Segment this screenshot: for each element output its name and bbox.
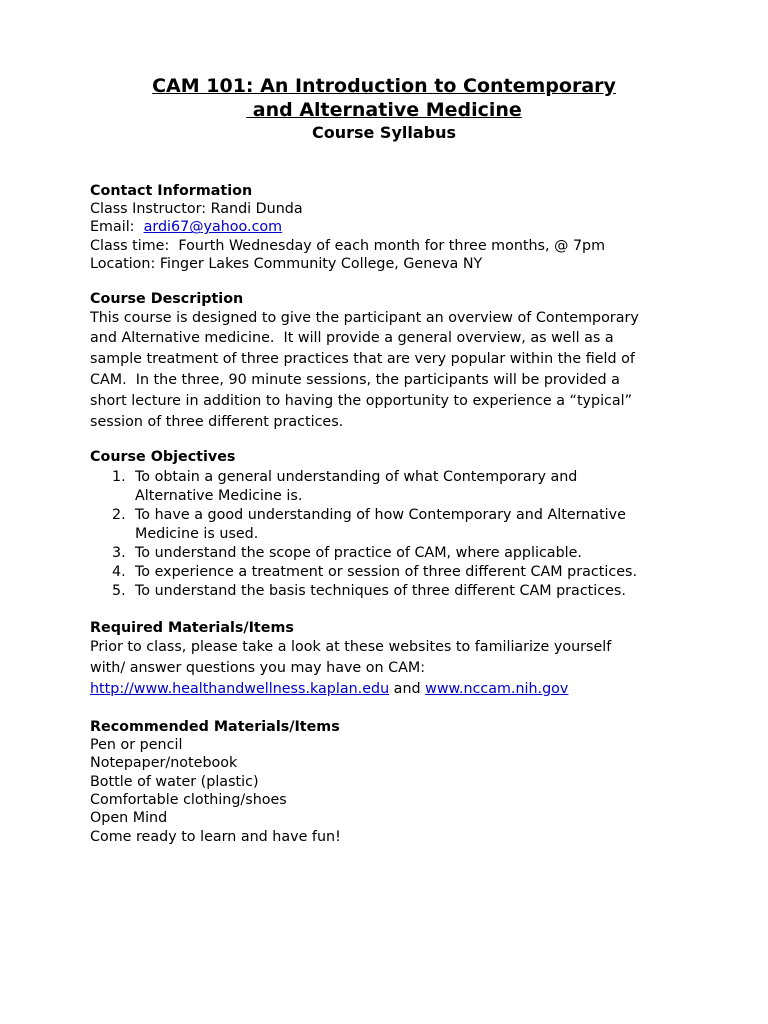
recommended-item: Comfortable clothing/shoes (90, 792, 287, 809)
recommended-item: Pen or pencil (90, 736, 183, 753)
location-line: Location: Finger Lakes Community College, Geneva NY (90, 256, 483, 273)
objectives-heading: Course Objectives (90, 449, 236, 466)
email-link[interactable]: ardi67@yahoo.com (143, 219, 283, 236)
objective-line: To understand the scope of practice of CAM, where applicable. (135, 545, 582, 562)
objective-number: 5. (112, 583, 126, 600)
description-line: CAM. In the three, 90 minute sessions, the participants will be provided a (90, 372, 620, 389)
objective-item (90, 468, 680, 506)
objectives-section (90, 448, 680, 601)
description-line: session of three different practices. (90, 413, 344, 430)
email-label: Email: (90, 219, 144, 236)
objective-number: 4. (112, 564, 126, 581)
objective-line: Alternative Medicine is. (135, 488, 303, 505)
objective-line: To have a good understanding of how Contemporary and Alternative (135, 507, 626, 524)
recommended-item: Come ready to learn and have fun! (90, 828, 341, 845)
recommended-item: Notepaper/notebook (90, 755, 238, 772)
email-line (90, 218, 680, 236)
recommended-item: Bottle of water (plastic) (90, 773, 259, 790)
description-line: sample treatment of three practices that are very popular within the field of (90, 351, 635, 368)
recommended-item: Open Mind (90, 810, 168, 827)
description-heading: Course Description (90, 290, 244, 307)
description-line: This course is designed to give the participant an overview of Contemporary (90, 309, 639, 326)
objective-line: To understand the basis techniques of three different CAM practices. (135, 583, 626, 600)
contact-section (90, 182, 680, 274)
required-section (90, 619, 680, 699)
objectives-list (90, 468, 680, 601)
objective-line: To experience a treatment or session of three different CAM practices. (135, 564, 637, 581)
description-paragraph (90, 308, 680, 433)
kaplan-link[interactable]: http://www.healthandwellness.kaplan.edu (90, 681, 390, 697)
objective-line: Medicine is used. (135, 526, 259, 543)
objective-item (90, 544, 680, 563)
nccam-link[interactable]: www.nccam.nih.gov (425, 681, 569, 697)
description-line: and Alternative medicine. It will provide a general overview, as well as a (90, 330, 614, 347)
course-title-line-1: CAM 101: An Introduction to Contemporary (152, 75, 616, 97)
objective-number: 2. (112, 507, 126, 524)
required-links-line (90, 679, 680, 700)
description-line: short lecture in addition to having the opportunity to experience a “typical” (90, 392, 633, 409)
objective-item (90, 506, 680, 544)
objective-number: 3. (112, 545, 126, 562)
syllabus-content (90, 182, 680, 846)
course-subtitle: Course Syllabus (311, 123, 457, 142)
objective-item (90, 582, 680, 601)
link-connector: and (389, 681, 426, 697)
required-heading: Required Materials/Items (90, 620, 294, 637)
class-time-line: Class time: Fourth Wednesday of each month for three months, @ 7pm (90, 237, 606, 254)
course-title-line-2: and Alternative Medicine (246, 99, 522, 121)
recommended-section (90, 718, 680, 846)
description-section (90, 290, 680, 433)
objective-number: 1. (112, 469, 126, 486)
instructor-line: Class Instructor: Randi Dunda (90, 201, 303, 217)
required-line: Prior to class, please take a look at these websites to familiarize yourself (90, 639, 612, 656)
required-paragraph (90, 637, 680, 699)
title-block (0, 74, 768, 144)
required-line: with/ answer questions you may have on CAM: (90, 660, 426, 677)
objective-line: To obtain a general understanding of what Contemporary and (135, 469, 578, 486)
objective-item (90, 563, 680, 582)
contact-heading: Contact Information (90, 183, 253, 199)
recommended-heading: Recommended Materials/Items (90, 718, 340, 735)
